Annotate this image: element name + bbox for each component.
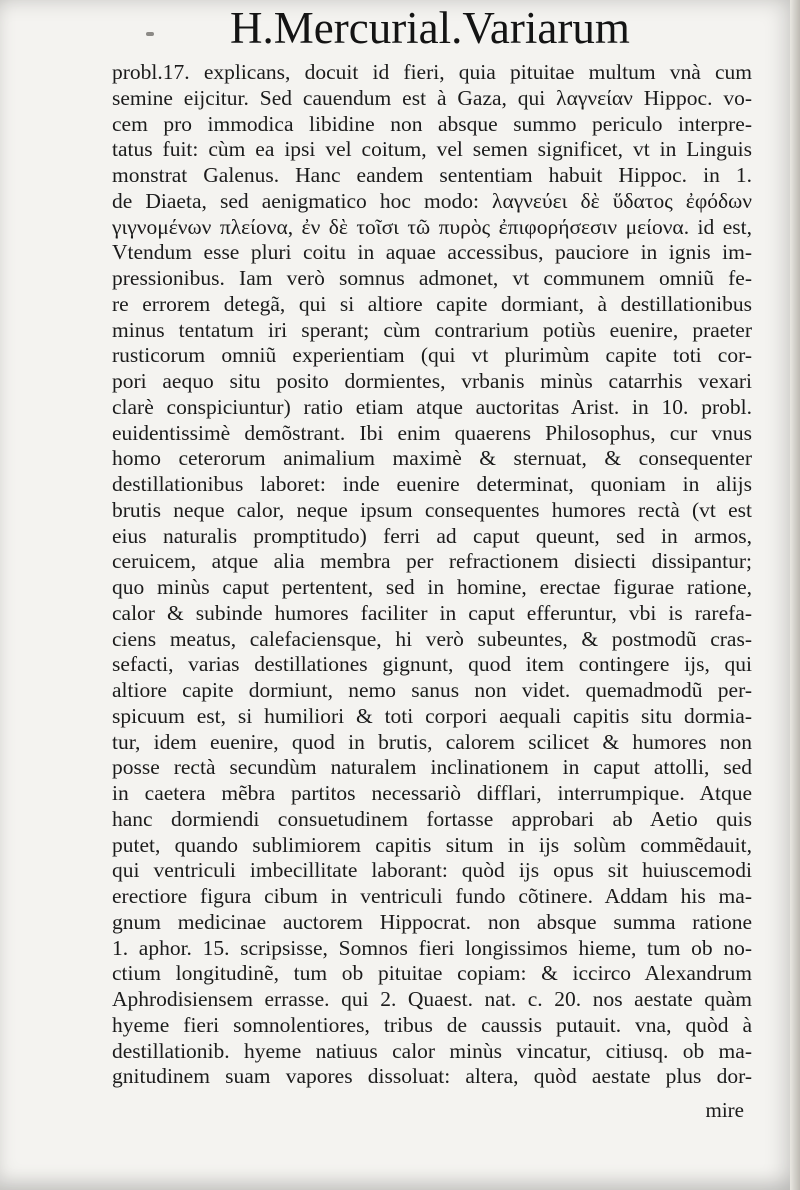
text-line: spicuum est, si humiliori & toti corpori aequali capitis situ dormia-	[112, 703, 752, 728]
text-line: gnitudinem suam vapores dissoluat: altera, quòd aestate plus dor-	[112, 1064, 752, 1089]
text-line: posse rectà secundùm naturalem inclinationem in caput attolli, sed	[112, 755, 752, 780]
text-line: in caetera mẽbra partitos necessariò difflari, interrumpique. Atque	[112, 781, 752, 805]
text-line: hanc dormiendi consuetudinem fortasse approbari ab Aetio quis	[112, 806, 752, 831]
text-line: γιγνομένων πλείονα, ἐν δὲ τοῖσι τῶ πυρὸς ἐπιφορήσεσιν μείονα. id est,	[112, 214, 752, 239]
text-line: tatus fuit: cùm ea ipsi vel coitum, vel semen significet, vt in Linguis	[112, 137, 752, 162]
text-line: clarè conspiciuntur) ratio etiam atque auctoritas Arist. in 10. probl.	[112, 394, 752, 419]
text-line: brutis neque calor, neque ipsum consequentes humores rectà (vt est	[112, 497, 752, 522]
page-edge-shadow	[790, 0, 800, 1190]
text-line: quo minùs caput pertentent, sed in homine, erectae figurae ratione,	[112, 575, 752, 599]
text-line: calor & subinde humores faciliter in caput efferuntur, vbi is rarefa-	[112, 600, 752, 625]
text-line: eius naturalis promptitudo) ferri ad caput queunt, sed in armos,	[112, 523, 752, 548]
text-line: qui ventriculi imbecillitate laborant: quòd ijs opus sit huiuscemodi	[112, 858, 752, 883]
text-line: sefacti, varias destillationes gignunt, quod item contingere ijs, qui	[112, 652, 752, 677]
text-line: re errorem detegã, qui si altiore capite dormiant, à destillationibus	[112, 291, 752, 316]
text-line: ctium longitudinẽ, tum ob pituitae copiam: & iccirco Alexandrum	[112, 961, 752, 986]
running-head: H.Mercurial.Variarum	[230, 3, 630, 53]
text-line: hyeme fieri somnolentiores, tribus de caussis putauit. vna, quòd à	[112, 1012, 752, 1037]
text-line: de Diaeta, sed aenigmatico hoc modo: λαγνεύει δὲ ὕδατος ἐφόδων	[112, 188, 752, 213]
catchword: mire	[705, 1098, 744, 1122]
text-line: ciens meatus, calefaciensque, hi verò subeuntes, & postmodũ cras-	[112, 626, 752, 651]
text-line: ceruicem, atque alia membra per refractionem disiecti dissipantur;	[112, 549, 752, 574]
text-line: altiore capite dormiunt, nemo sanus non videt. quemadmodũ per-	[112, 678, 752, 702]
text-line: gnum medicinae auctorem Hippocrat. non absque summa ratione	[112, 909, 752, 934]
text-line: probl.17. explicans, docuit id fieri, quia pituitae multum vnà cum	[112, 60, 752, 84]
text-line: Vtendum esse pluri coitu in aquae accessibus, pauciore in ignis im-	[112, 240, 752, 265]
text-line: 1. aphor. 15. scripsisse, Somnos fieri longissimos hieme, tum ob no-	[112, 935, 752, 960]
text-line: erectiore figura cibum in ventriculi fundo cõtinere. Addam his ma-	[112, 884, 752, 908]
ink-speck	[146, 32, 154, 36]
body-text	[112, 60, 752, 1090]
text-line: destillationib. hyeme natiuus calor minùs vincatur, citiusq. ob ma-	[112, 1038, 752, 1063]
text-line: homo ceterorum animalium maximè & sternuat, & consequenter	[112, 446, 752, 471]
text-line: destillationibus laboret: inde euenire determinat, quoniam in alijs	[112, 472, 752, 496]
text-line: minus tentatum iri sperant; cùm contrarium potiùs euenire, praeter	[112, 317, 752, 342]
text-line: euidentissimè demõstrant. Ibi enim quaerens Philosophus, cur vnus	[112, 420, 752, 445]
text-line: tur, idem euenire, quod in brutis, calorem scilicet & humores non	[112, 729, 752, 754]
text-line: semine eijcitur. Sed cauendum est à Gaza, qui λαγνείαν Hippoc. vo-	[112, 85, 752, 110]
text-line: monstrat Galenus. Hanc eandem sententiam habuit Hippoc. in 1.	[112, 163, 752, 187]
text-line: pressionibus. Iam verò somnus admonet, vt communem omniũ fe-	[112, 266, 752, 290]
text-line: cem pro immodica libidine non absque summo periculo interpre-	[112, 111, 752, 136]
text-line: putet, quando sublimiorem capitis situm in ijs solùm commẽdauit,	[112, 832, 752, 857]
text-line: rusticorum omniũ experientiam (qui vt plurimùm capite toti cor-	[112, 343, 752, 368]
text-line: pori aequo situ posito dormientes, vrbanis minùs catarrhis vexari	[112, 369, 752, 393]
text-line: Aphrodisiensem errasse. qui 2. Quaest. nat. c. 20. nos aestate quàm	[112, 987, 752, 1011]
